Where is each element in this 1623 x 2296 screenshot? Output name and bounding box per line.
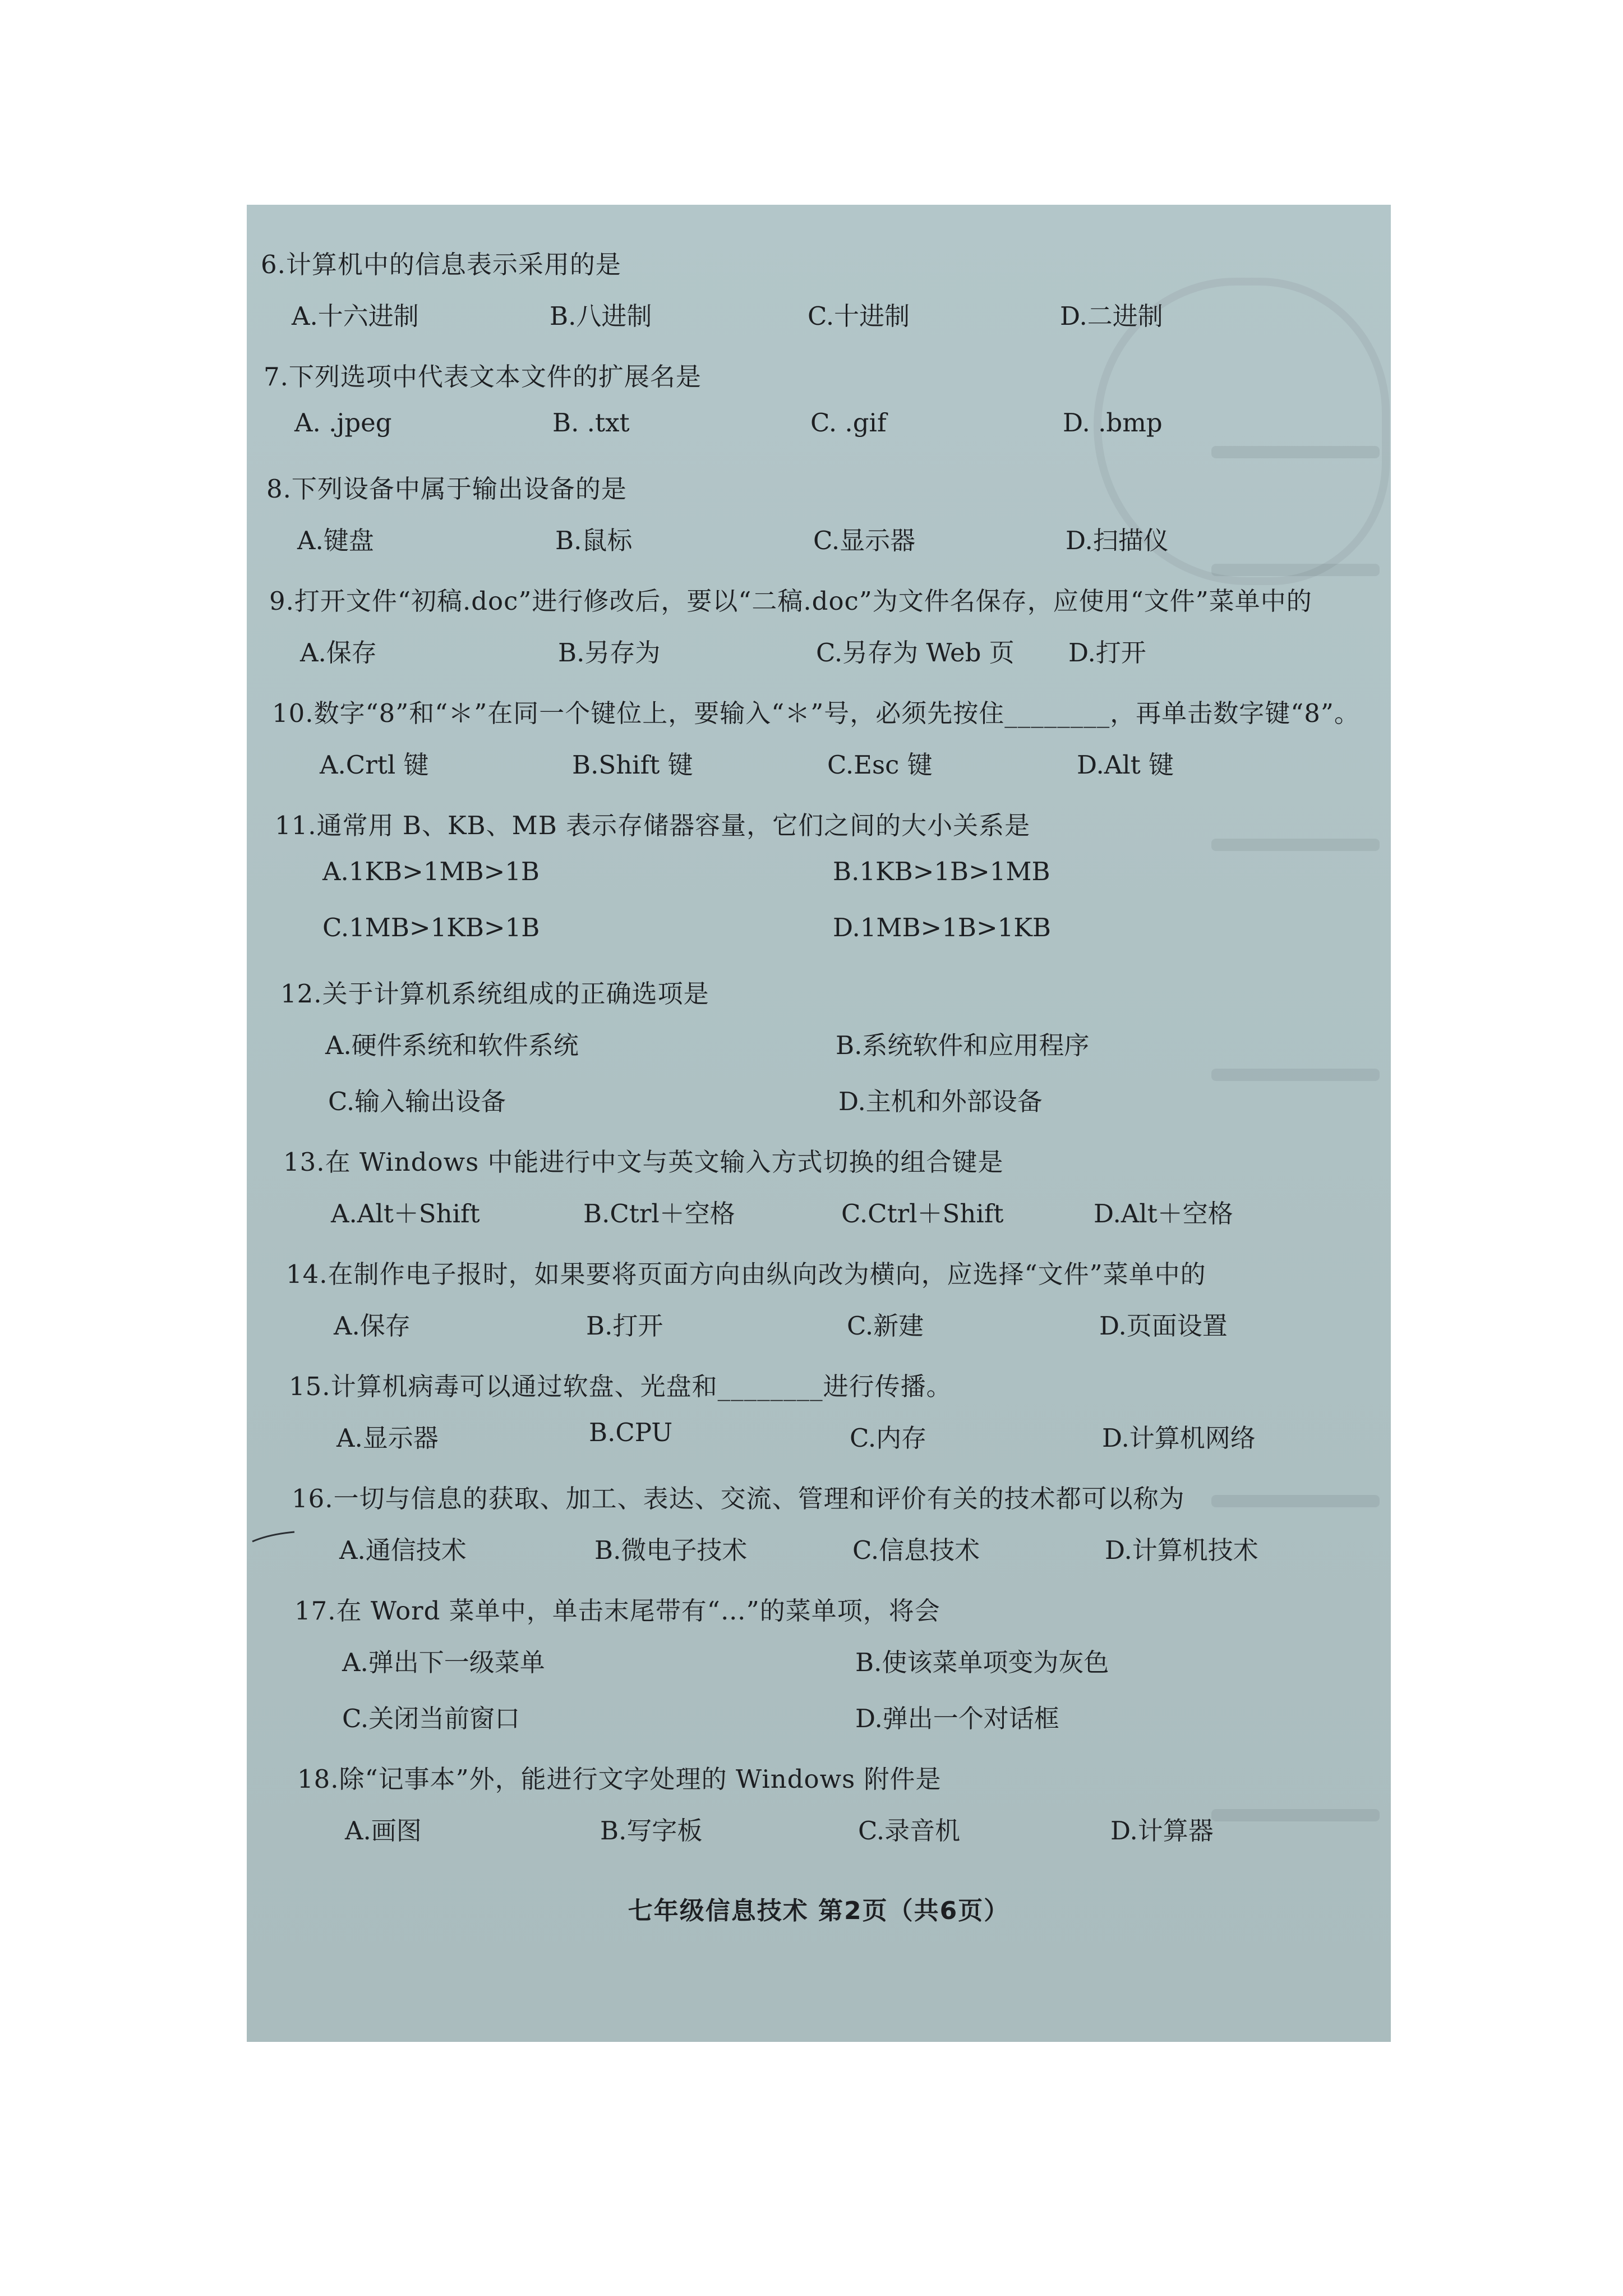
question-text: 10.数字“8”和“＊”在同一个键位上，要输入“＊”号，必须先按住________，再单击数字键“8”。 [272, 698, 1360, 728]
question-text: 13.在 Windows 中能进行中文与英文输入方式切换的组合键是 [283, 1147, 1004, 1177]
option-c: C.十进制 [808, 301, 910, 331]
option-a: A.十六进制 [292, 301, 419, 331]
option-d: D.打开 [1068, 638, 1146, 668]
question [247, 973, 1391, 1142]
option-a: A.弹出下一级菜单 [342, 1648, 545, 1677]
option-b: B.打开 [586, 1311, 663, 1341]
question [247, 1366, 1391, 1478]
option-c: C.另存为 Web 页 [816, 638, 1015, 668]
option-c: C.录音机 [858, 1816, 961, 1846]
option-c: C.1MB>1KB>1B [322, 913, 540, 942]
option-c: C.Esc 键 [827, 750, 933, 780]
question-text: 18.除“记事本”外，能进行文字处理的 Windows 附件是 [297, 1764, 942, 1794]
option-c: C.内存 [850, 1423, 927, 1453]
option-d: D.扫描仪 [1066, 526, 1169, 555]
option-a: A. .jpeg [294, 408, 392, 438]
page-footer: 七年级信息技术 第2页（共6页） [628, 1897, 1010, 1925]
question [247, 581, 1391, 693]
option-a: A.保存 [334, 1311, 411, 1341]
option-d: D.弹出一个对话框 [855, 1704, 1059, 1733]
question [247, 1254, 1391, 1366]
option-a: A.画图 [345, 1816, 422, 1846]
option-d: D.计算机技术 [1105, 1535, 1258, 1565]
option-b: B.写字板 [600, 1816, 703, 1846]
question [247, 1590, 1391, 1759]
question-text: 6.计算机中的信息表示采用的是 [261, 250, 621, 279]
option-d: D.主机和外部设备 [838, 1087, 1043, 1116]
question-text: 9.打开文件“初稿.doc”进行修改后，要以“二稿.doc”为文件名保存，应使用“文件”菜单中的 [269, 586, 1312, 616]
question-text: 14.在制作电子报时，如果要将页面方向由纵向改为横向，应选择“文件”菜单中的 [286, 1259, 1206, 1289]
option-d: D.二进制 [1060, 301, 1163, 331]
option-b: B.八进制 [550, 301, 652, 331]
option-a: A.Alt＋Shift [331, 1199, 480, 1228]
option-c: C.显示器 [813, 526, 916, 555]
question-text: 11.通常用 B、KB、MB 表示存储器容量，它们之间的大小关系是 [275, 811, 1031, 840]
option-d: D.计算机网络 [1102, 1423, 1256, 1453]
option-b: B.Ctrl＋空格 [583, 1199, 735, 1228]
question [247, 805, 1391, 973]
question-text: 7.下列选项中代表文本文件的扩展名是 [264, 362, 702, 392]
option-d: D. .bmp [1063, 408, 1163, 438]
question-text: 17.在 Word 菜单中，单击末尾带有“…”的菜单项，将会 [294, 1596, 940, 1626]
question [247, 693, 1391, 805]
option-b: B.Shift 键 [572, 750, 693, 780]
option-d: D.页面设置 [1099, 1311, 1228, 1341]
question-text: 16.一切与信息的获取、加工、表达、交流、管理和评价有关的技术都可以称为 [292, 1484, 1185, 1513]
option-b: B.系统软件和应用程序 [836, 1030, 1090, 1060]
option-d: D.Alt 键 [1077, 750, 1174, 780]
option-a: A.键盘 [297, 526, 374, 555]
option-a: A.Crtl 键 [320, 750, 429, 780]
question [247, 1142, 1391, 1254]
question [247, 468, 1391, 581]
option-b: B.CPU [589, 1418, 673, 1447]
question-list [247, 244, 1391, 1871]
question [247, 356, 1391, 468]
option-c: C.Ctrl＋Shift [841, 1199, 1004, 1228]
exam-page [247, 205, 1391, 2042]
question-text: 15.计算机病毒可以通过软盘、光盘和________进行传播。 [289, 1372, 952, 1401]
option-d: D.Alt＋空格 [1094, 1199, 1233, 1228]
option-c: C.新建 [847, 1311, 924, 1341]
option-d: D.1MB>1B>1KB [833, 913, 1051, 942]
option-b: B.另存为 [558, 638, 661, 668]
option-c: C.信息技术 [852, 1535, 980, 1565]
question [247, 1759, 1391, 1871]
option-b: B.使该菜单项变为灰色 [855, 1648, 1109, 1677]
option-d: D.计算器 [1110, 1816, 1214, 1846]
option-a: A.显示器 [336, 1423, 439, 1453]
option-b: B.鼠标 [555, 526, 633, 555]
question [247, 244, 1391, 356]
question [247, 1478, 1391, 1590]
option-a: A.1KB>1MB>1B [322, 857, 540, 886]
question-text: 12.关于计算机系统组成的正确选项是 [280, 979, 709, 1009]
option-b: B.1KB>1B>1MB [833, 857, 1050, 886]
option-b: B.微电子技术 [594, 1535, 748, 1565]
option-c: C.关闭当前窗口 [342, 1704, 520, 1733]
option-a: A.硬件系统和软件系统 [325, 1030, 579, 1060]
option-a: A.保存 [300, 638, 377, 668]
option-c: C.输入输出设备 [328, 1087, 506, 1116]
option-a: A.通信技术 [339, 1535, 467, 1565]
option-c: C. .gif [810, 408, 887, 438]
question-text: 8.下列设备中属于输出设备的是 [266, 474, 627, 504]
option-b: B. .txt [552, 408, 630, 438]
